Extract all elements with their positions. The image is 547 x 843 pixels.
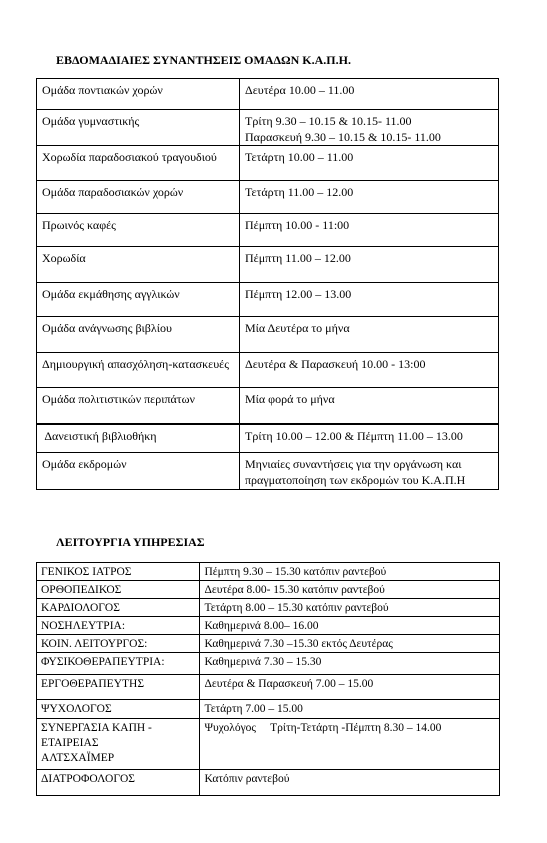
hours-cell: Ψυχολόγος Τρίτη-Τετάρτη -Πέμπτη 8.30 – 14.00 xyxy=(200,719,500,770)
table-row xyxy=(37,581,500,599)
table-row xyxy=(37,283,499,317)
table-row xyxy=(37,146,499,181)
table-row xyxy=(37,317,499,353)
table-row xyxy=(37,653,500,675)
group-cell: Ομάδα παραδοσιακών χορών xyxy=(37,181,240,214)
group-cell: Δανειστική βιβλιοθήκη xyxy=(37,424,240,453)
table-row xyxy=(37,635,500,653)
schedule-cell: Τετάρτη 11.00 – 12.00 xyxy=(240,181,499,214)
service-operation-title: ΛΕΙΤΟΥΡΓΙΑ ΥΠΗΡΕΣΙΑΣ xyxy=(56,535,205,549)
table-row xyxy=(37,110,499,146)
service-cell: ΣΥΝΕΡΓΑΣΙΑ ΚΑΠΗ - ΕΤΑΙΡΕΙΑΣ ΑΛΤΣΧΑΪΜΕΡ xyxy=(37,719,200,770)
service-cell: ΟΡΘΟΠΕΔΙΚΟΣ xyxy=(37,581,200,599)
schedule-cell: Πέμπτη 11.00 – 12.00 xyxy=(240,247,499,283)
hours-cell: Τετάρτη 8.00 – 15.30 κατόπιν ραντεβού xyxy=(200,599,500,617)
schedule-cell: Πέμπτη 10.00 - 11:00 xyxy=(240,214,499,247)
service-cell: ΝΟΣΗΛΕΥΤΡΙΑ: xyxy=(37,617,200,635)
group-cell: Ομάδα πολιτιστικών περιπάτων xyxy=(37,388,240,424)
hours-cell: Τετάρτη 7.00 – 15.00 xyxy=(200,700,500,719)
table-row xyxy=(37,675,500,700)
group-cell: Δημιουργική απασχόληση-κατασκευές xyxy=(37,353,240,388)
schedule-cell: Δευτέρα 10.00 – 11.00 xyxy=(240,79,499,110)
table-row xyxy=(37,599,500,617)
table-row xyxy=(37,388,499,424)
schedule-cell: Τρίτη 9.30 – 10.15 & 10.15- 11.00 Παρασκευή 9.30 – 10.15 & 10.15- 11.00 xyxy=(240,110,499,146)
table-row xyxy=(37,700,500,719)
service-cell: ΓΕΝΙΚΟΣ ΙΑΤΡΟΣ xyxy=(37,563,200,581)
schedule-cell: Τετάρτη 10.00 – 11.00 xyxy=(240,146,499,181)
group-cell: Ομάδα ποντιακών χορών xyxy=(37,79,240,110)
table-row xyxy=(37,719,500,770)
hours-cell: Δευτέρα 8.00- 15.30 κατόπιν ραντεβού xyxy=(200,581,500,599)
service-cell: ΚΟΙΝ. ΛΕΙΤΟΥΡΓΟΣ: xyxy=(37,635,200,653)
hours-cell: Καθημερινά 7.30 – 15.30 xyxy=(200,653,500,675)
schedule-cell: Δευτέρα & Παρασκευή 10.00 - 13:00 xyxy=(240,353,499,388)
table-row xyxy=(37,79,499,110)
table-row xyxy=(37,617,500,635)
group-cell: Πρωινός καφές xyxy=(37,214,240,247)
schedule-cell: Μία Δευτέρα το μήνα xyxy=(240,317,499,353)
schedule-cell: Μηνιαίες συναντήσεις για την οργάνωση και πραγματοποίηση των εκδρομών του Κ.Α.Π.Η xyxy=(240,453,499,490)
schedule-cell: Πέμπτη 12.00 – 13.00 xyxy=(240,283,499,317)
service-operation-table xyxy=(36,562,500,796)
table-row xyxy=(37,181,499,214)
service-cell: ΦΥΣΙΚΟΘΕΡΑΠΕΥΤΡΙΑ: xyxy=(37,653,200,675)
table-row xyxy=(37,770,500,796)
group-cell: Χορωδία xyxy=(37,247,240,283)
group-cell: Ομάδα γυμναστικής xyxy=(37,110,240,146)
group-cell: Χορωδία παραδοσιακού τραγουδιού xyxy=(37,146,240,181)
hours-cell: Κατόπιν ραντεβού xyxy=(200,770,500,796)
weekly-meetings-table xyxy=(36,78,499,490)
service-cell: ΔΙΑΤΡΟΦΟΛΟΓΟΣ xyxy=(37,770,200,796)
hours-cell: Δευτέρα & Παρασκευή 7.00 – 15.00 xyxy=(200,675,500,700)
table-row xyxy=(37,214,499,247)
hours-cell: Καθημερινά 8.00– 16.00 xyxy=(200,617,500,635)
table-row xyxy=(37,453,499,490)
hours-cell: Καθημερινά 7.30 –15.30 εκτός Δευτέρας xyxy=(200,635,500,653)
weekly-meetings-title: ΕΒΔΟΜΑΔΙΑΙΕΣ ΣΥΝΑΝΤΗΣΕΙΣ ΟΜΑΔΩΝ Κ.Α.Π.Η. xyxy=(56,53,351,67)
hours-cell: Πέμπτη 9.30 – 15.30 κατόπιν ραντεβού xyxy=(200,563,500,581)
schedule-cell: Τρίτη 10.00 – 12.00 & Πέμπτη 11.00 – 13.00 xyxy=(240,424,499,453)
table-row xyxy=(37,424,499,453)
table-row xyxy=(37,247,499,283)
group-cell: Ομάδα εκδρομών xyxy=(37,453,240,490)
service-cell: ΕΡΓΟΘΕΡΑΠΕΥΤΗΣ xyxy=(37,675,200,700)
group-cell: Ομάδα εκμάθησης αγγλικών xyxy=(37,283,240,317)
schedule-cell: Μία φορά το μήνα xyxy=(240,388,499,424)
table-row xyxy=(37,353,499,388)
table-row xyxy=(37,563,500,581)
group-cell: Ομάδα ανάγνωσης βιβλίου xyxy=(37,317,240,353)
service-cell: ΨΥΧΟΛΟΓΟΣ xyxy=(37,700,200,719)
service-cell: ΚΑΡΔΙΟΛΟΓΟΣ xyxy=(37,599,200,617)
